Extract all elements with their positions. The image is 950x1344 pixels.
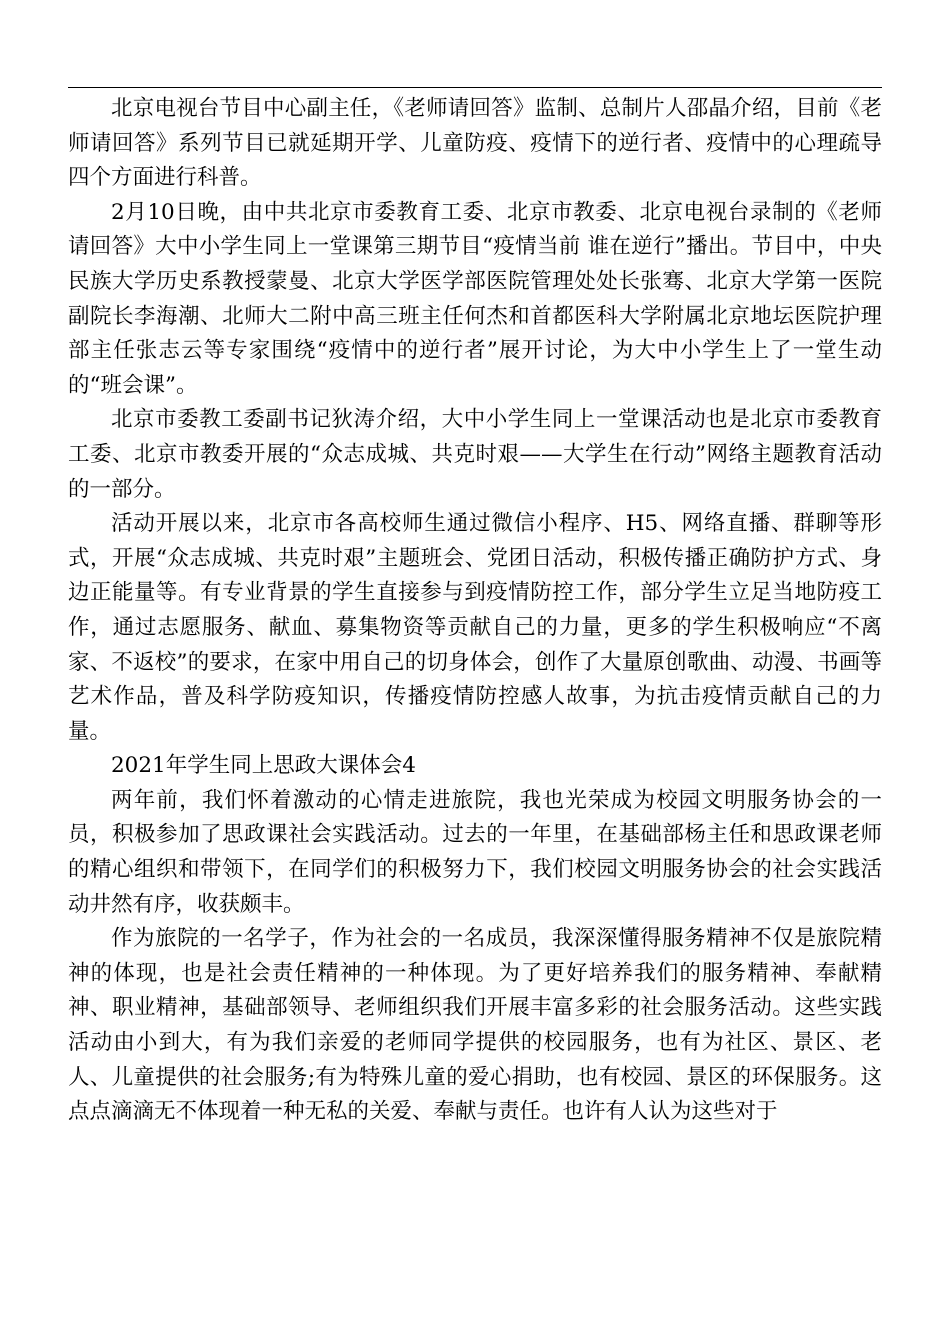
body-text <box>68 92 882 1130</box>
paragraph-2: 2月10日晚，由中共北京市委教育工委、北京市教委、北京电视台录制的《老师请回答》大中小学生同上一堂课第三期节目“疫情当前 谁在逆行”播出。节目中，中央民族大学历史系教授蒙曼、北京大学医学部医院管理处处长张骞、北京大学第一医院副院长李海潮、北师大二附中高三班主任何杰和首都医科大学附属北京地坛医院护理部主任张志云等专家围绕“疫情中的逆行者”展开讨论，为大中小学生上了一堂生动的“班会课”。 <box>68 199 882 398</box>
paragraph-6: 作为旅院的一名学子，作为社会的一名成员，我深深懂得服务精神不仅是旅院精神的体现，也是社会责任精神的一种体现。为了更好培养我们的服务精神、奉献精神、职业精神，基础部领导、老师组织我们开展丰富多彩的社会服务活动。这些实践活动由小到大，有为我们亲爱的老师同学提供的校园服务，也有为社区、景区、老人、儿童提供的社会服务;有为特殊儿童的爱心捐助，也有校园、景区的环保服务。这点点滴滴无不体现着一种无私的关爱、奉献与责任。也许有人认为这些对于 <box>68 926 882 1125</box>
paragraph-5: 两年前，我们怀着激动的心情走进旅院，我也光荣成为校园文明服务协会的一员，积极参加了思政课社会实践活动。过去的一年里，在基础部杨主任和思政课老师的精心组织和带领下，在同学们的积极努力下，我们校园文明服务协会的社会实践活动井然有序，收获颇丰。 <box>68 787 882 917</box>
paragraph-3: 北京市委教工委副书记狄涛介绍，大中小学生同上一堂课活动也是北京市委教育工委、北京市教委开展的“众志成城、共克时艰——大学生在行动”网络主题教育活动的一部分。 <box>68 407 882 502</box>
paragraph-1: 北京电视台节目中心副主任，《老师请回答》监制、总制片人邵晶介绍，目前《老师请回答》系列节目已就延期开学、儿童防疫、疫情下的逆行者、疫情中的心理疏导四个方面进行科普。 <box>68 96 882 191</box>
header-rule <box>68 87 882 88</box>
paragraph-4: 活动开展以来，北京市各高校师生通过微信小程序、H5、网络直播、群聊等形式，开展“众志成城、共克时艰”主题班会、党团日活动，积极传播正确防护方式、身边正能量等。有专业背景的学生直接参与到疫情防控工作，部分学生立足当地防疫工作，通过志愿服务、献血、募集物资等贡献自己的力量，更多的学生积极响应“不离家、不返校”的要求，在家中用自己的切身体会，创作了大量原创歌曲、动漫、书画等艺术作品，普及科学防疫知识，传播疫情防控感人故事，为抗击疫情贡献自己的力量。 <box>68 511 882 744</box>
section-heading: 2021年学生同上思政大课体会4 <box>111 753 416 779</box>
